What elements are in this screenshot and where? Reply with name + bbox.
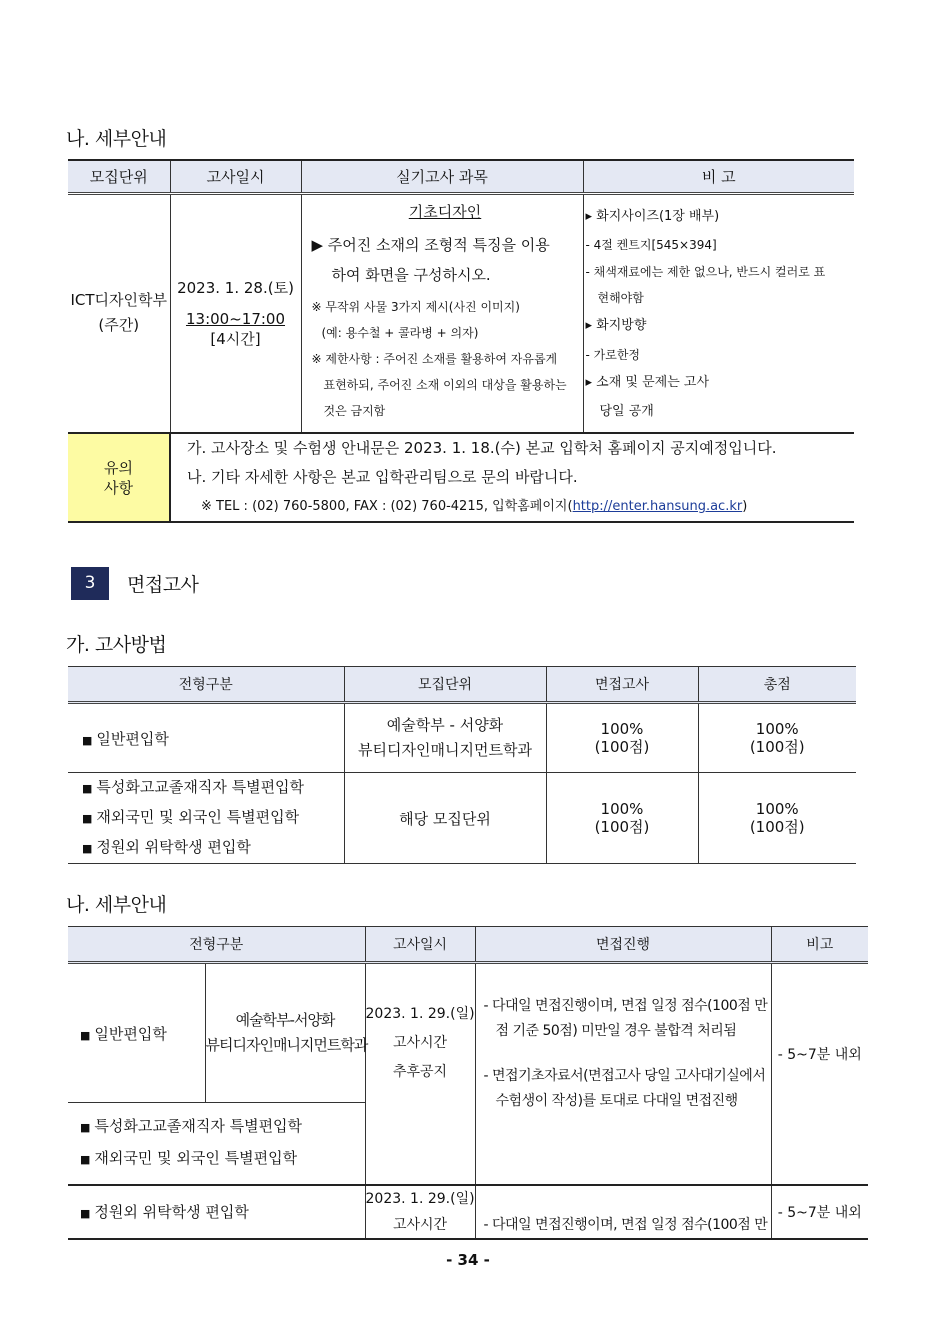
page-number: - 34 - bbox=[446, 1251, 490, 1269]
score-points: (100점) bbox=[594, 818, 650, 836]
remark-material-2: 당일 공개 bbox=[599, 403, 654, 419]
header-subject: 실기고사 과목 bbox=[301, 160, 583, 193]
remark-direction: ▸ 화지방향 bbox=[585, 317, 647, 333]
unit-shift: (주간) bbox=[98, 316, 140, 335]
interview-score-cell bbox=[546, 773, 698, 864]
type-item bbox=[82, 773, 344, 803]
process-line-2: 점 기준 50점) 미만일 경우 불합격 처리됨 bbox=[495, 1022, 737, 1039]
remark-cell: - 5~7분 내외 bbox=[771, 963, 868, 1185]
total-score-cell bbox=[698, 773, 856, 864]
caution-label-1: 유의 bbox=[104, 458, 133, 477]
practical-exam-table bbox=[68, 159, 854, 523]
interview-score-cell bbox=[546, 703, 698, 773]
type-consigned: 정원외 위탁학생 편입학 bbox=[96, 838, 251, 856]
section-title-interview: 면접고사 bbox=[127, 574, 199, 596]
unit-line-2: 뷰티디자인매니지먼트학과 bbox=[358, 741, 532, 759]
section-title-detail: 나. 세부안내 bbox=[66, 128, 167, 150]
process-cell bbox=[475, 963, 771, 1185]
header-unit: 모집단위 bbox=[344, 667, 546, 703]
interview-time-label: 고사시간 bbox=[392, 1035, 448, 1052]
subject-note-2b: 표현하되, 주어진 소재 이외의 대상을 활용하는 bbox=[323, 377, 567, 392]
datetime-cell bbox=[170, 193, 301, 433]
section-number-badge: 3 bbox=[71, 567, 109, 600]
section-title-method: 가. 고사방법 bbox=[66, 634, 167, 656]
square-bullet-icon: ■ bbox=[82, 842, 93, 855]
interview-date: 2023. 1. 29.(일) bbox=[365, 1006, 475, 1023]
caution-line-1: 가. 고사장소 및 수험생 안내문은 2023. 1. 18.(수) 본교 입학처 홈페이지 공지예정입니다. bbox=[187, 439, 777, 457]
interview-date: 2023. 1. 29.(일) bbox=[365, 1190, 475, 1207]
header-datetime: 고사일시 bbox=[365, 927, 475, 963]
header-remark: 비고 bbox=[771, 927, 868, 963]
header-unit: 모집단위 bbox=[68, 160, 170, 193]
type-overseas: 재외국민 및 외국인 특별편입학 bbox=[96, 808, 300, 826]
header-process: 면접진행 bbox=[475, 927, 771, 963]
square-bullet-icon: ■ bbox=[82, 812, 93, 825]
total-points: (100점) bbox=[749, 738, 805, 756]
interview-time-value: 추후공지 bbox=[392, 1064, 448, 1081]
subject-note-1b: (예: 용수철 + 콜라병 + 의자) bbox=[321, 325, 479, 340]
table-row bbox=[68, 1185, 365, 1239]
table-row bbox=[68, 773, 344, 864]
header-remark: 비 고 bbox=[583, 160, 854, 193]
unit-line-1: 예술학부 - 서양화 bbox=[386, 716, 504, 734]
interview-detail-table bbox=[68, 926, 868, 1240]
square-bullet-icon: ■ bbox=[82, 733, 93, 747]
exam-duration: [4시간] bbox=[210, 330, 261, 349]
remark-color-2: 현해야함 bbox=[597, 290, 644, 305]
header-interview: 면접고사 bbox=[546, 667, 698, 703]
unit-cell bbox=[344, 703, 546, 773]
score-percent: 100% bbox=[600, 720, 644, 738]
table-row bbox=[68, 1103, 365, 1185]
unit-cell bbox=[68, 193, 170, 433]
datetime-cell bbox=[365, 1185, 475, 1239]
header-total: 총점 bbox=[698, 667, 856, 703]
square-bullet-icon: ■ bbox=[80, 1028, 91, 1042]
subject-instruction-2: 하여 화면을 구성하시오. bbox=[331, 265, 491, 284]
subject-cell bbox=[301, 193, 583, 433]
table-row bbox=[68, 703, 344, 773]
subject-instruction-1: ▶ 주어진 소재의 조형적 특징을 이용 bbox=[311, 235, 550, 254]
type-item bbox=[82, 803, 344, 833]
remark-paper-size: ▸ 화지사이즈(1장 배부) bbox=[585, 208, 720, 224]
type-item bbox=[80, 1111, 365, 1143]
total-score-cell bbox=[698, 703, 856, 773]
square-bullet-icon: ■ bbox=[80, 1207, 91, 1220]
table-row bbox=[68, 963, 205, 1103]
section-title-detail-2: 나. 세부안내 bbox=[66, 894, 167, 916]
caution-line-2: 나. 기타 자세한 사항은 본교 입학관리팀으로 문의 바랍니다. bbox=[187, 468, 578, 486]
score-points: (100점) bbox=[594, 738, 650, 756]
subject-title: 기초디자인 bbox=[408, 202, 482, 221]
process-line-1: - 다대일 면접진행이며, 면접 일정 점수(100점 만 bbox=[483, 997, 768, 1014]
contact-suffix: ) bbox=[742, 499, 748, 514]
subject-note-2c: 것은 금지함 bbox=[323, 403, 386, 418]
process-line-3: - 면접기초자료서(면접고사 당일 고사대기실에서 bbox=[483, 1067, 766, 1084]
remark-material: ▸ 소재 및 문제는 고사 bbox=[585, 374, 710, 390]
total-percent: 100% bbox=[755, 720, 799, 738]
type-general: 일반편입학 bbox=[94, 1024, 167, 1043]
remark-cell bbox=[583, 193, 854, 433]
process-cell: - 다대일 면접진행이며, 면접 일정 점수(100점 만 bbox=[475, 1185, 771, 1239]
remark-color: - 채색재료에는 제한 없으나, 반드시 컬러로 표 bbox=[585, 264, 826, 279]
type-overseas: 재외국민 및 외국인 특별편입학 bbox=[94, 1149, 298, 1168]
type-general: 일반편입학 bbox=[96, 729, 169, 748]
datetime-cell bbox=[365, 963, 475, 1185]
unit-line-2: 뷰티디자인매니지먼트학과 bbox=[205, 1036, 368, 1054]
exam-date: 2023. 1. 28.(토) bbox=[177, 279, 294, 298]
interview-time-label: 고사시간 bbox=[392, 1216, 448, 1233]
square-bullet-icon: ■ bbox=[80, 1153, 91, 1167]
type-consigned: 정원외 위탁학생 편입학 bbox=[94, 1203, 249, 1221]
admission-homepage-link[interactable]: http://enter.hansung.ac.kr bbox=[572, 499, 743, 514]
unit-cell bbox=[205, 963, 368, 1103]
square-bullet-icon: ■ bbox=[82, 782, 93, 795]
interview-method-table bbox=[68, 666, 856, 864]
header-type: 전형구분 bbox=[68, 927, 365, 963]
caution-content bbox=[170, 433, 854, 522]
exam-time: 13:00~17:00 bbox=[185, 310, 286, 329]
unit-cell: 해당 모집단위 bbox=[344, 773, 546, 864]
total-percent: 100% bbox=[755, 800, 799, 818]
type-item bbox=[82, 833, 344, 863]
contact-line bbox=[187, 492, 854, 521]
process-line-4: 수험생이 작성)를 토대로 다대일 면접진행 bbox=[495, 1092, 738, 1109]
subject-note-1: ※ 무작위 사물 3가지 제시(사진 이미지) bbox=[311, 299, 520, 314]
caution-label-2: 사항 bbox=[104, 478, 133, 497]
contact-text: ※ TEL : (02) 760-5800, FAX : (02) 760-4215, 입학홈페이지( bbox=[201, 499, 573, 514]
score-percent: 100% bbox=[600, 800, 644, 818]
remark-landscape: - 가로한정 bbox=[585, 347, 641, 362]
header-type: 전형구분 bbox=[68, 667, 344, 703]
total-points: (100점) bbox=[749, 818, 805, 836]
remark-paper-type: - 4절 켄트지[545×394] bbox=[585, 237, 717, 252]
subject-note-2: ※ 제한사항 : 주어진 소재를 활용하여 자유롭게 bbox=[311, 351, 558, 366]
remark-cell: - 5~7분 내외 bbox=[771, 1185, 868, 1239]
unit-name: ICT디자인학부 bbox=[70, 291, 167, 310]
type-special-employed: 특성화고교졸재직자 특별편입학 bbox=[94, 1117, 303, 1136]
header-datetime: 고사일시 bbox=[170, 160, 301, 193]
caution-label bbox=[68, 433, 170, 522]
type-special-employed: 특성화고교졸재직자 특별편입학 bbox=[96, 778, 305, 796]
unit-line-1: 예술학부-서양화 bbox=[235, 1011, 335, 1029]
square-bullet-icon: ■ bbox=[80, 1121, 91, 1135]
type-item bbox=[80, 1143, 365, 1175]
